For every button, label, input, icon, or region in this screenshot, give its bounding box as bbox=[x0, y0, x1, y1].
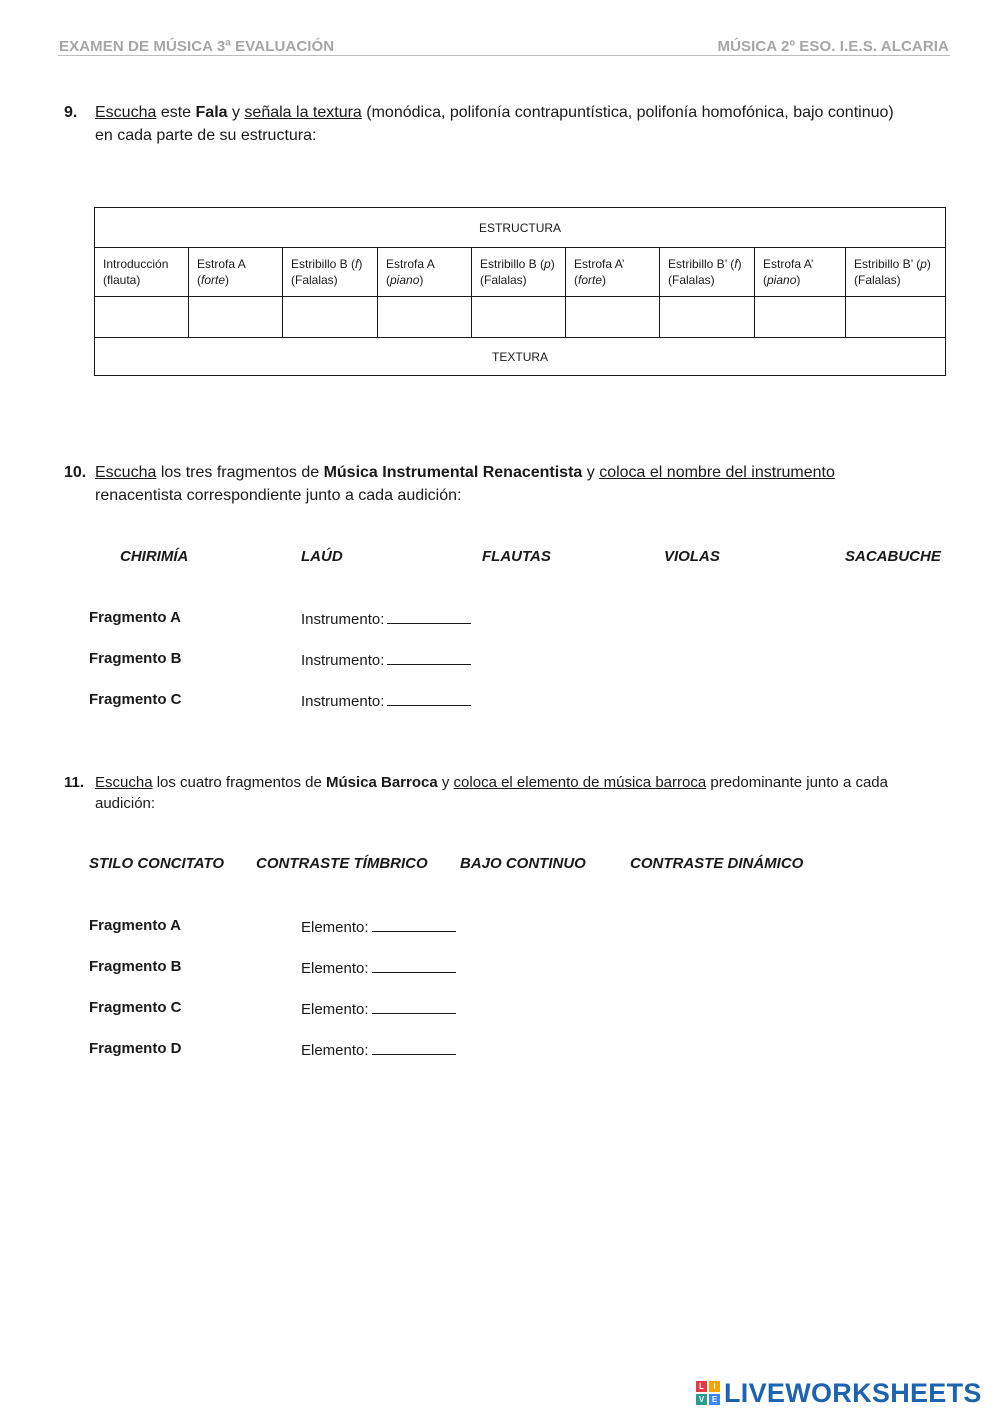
logo-tiles-icon bbox=[696, 1381, 720, 1405]
dynamic: f bbox=[355, 257, 359, 271]
table-header: ESTRUCTURA bbox=[95, 208, 946, 248]
answer-blank[interactable] bbox=[387, 609, 471, 624]
dynamic: forte bbox=[201, 273, 226, 287]
section-label: Estribillo B’ ( bbox=[854, 257, 921, 271]
fragment-label: Fragmento A bbox=[89, 917, 181, 934]
answer-blank[interactable] bbox=[372, 958, 456, 973]
structure-table bbox=[94, 207, 946, 376]
section-label: Estribillo B ( bbox=[480, 257, 545, 271]
element-answer bbox=[301, 917, 456, 936]
paren: ) bbox=[602, 273, 607, 287]
option-chirimia: CHIRIMÍA bbox=[120, 548, 189, 565]
option-flautas: FLAUTAS bbox=[482, 548, 551, 565]
section-label: Estrofa A’ bbox=[574, 257, 625, 271]
element-answer bbox=[301, 958, 456, 977]
dynamic: forte bbox=[578, 273, 603, 287]
fragment-label: Fragmento C bbox=[89, 999, 182, 1016]
instrument-answer bbox=[301, 691, 471, 710]
question-number: 10. bbox=[64, 464, 87, 481]
section-cell bbox=[378, 248, 472, 297]
q11-text: y bbox=[437, 774, 454, 791]
answer-blank[interactable] bbox=[387, 691, 471, 706]
instrument-answer bbox=[301, 609, 471, 628]
table-footer: TEXTURA bbox=[95, 338, 946, 376]
logo-text: LIVEWORKSHEETS bbox=[724, 1377, 982, 1408]
logo-tile: I bbox=[709, 1381, 720, 1392]
header-left: EXAMEN DE MÚSICA 3ª EVALUACIÓN bbox=[59, 38, 335, 55]
section-sublabel: (flauta) bbox=[103, 273, 141, 287]
option-stilo-concitato: STILO CONCITATO bbox=[89, 855, 224, 872]
section-label: Estribillo B ( bbox=[291, 257, 356, 271]
q11-text: predominante junto a cada bbox=[706, 774, 888, 791]
answer-blank[interactable] bbox=[387, 650, 471, 665]
fragment-label: Fragmento B bbox=[89, 958, 182, 975]
element-answer bbox=[301, 1040, 456, 1059]
answer-label: Elemento: bbox=[301, 960, 369, 977]
texture-answer-cell[interactable] bbox=[95, 297, 189, 338]
answer-label: Elemento: bbox=[301, 1042, 369, 1059]
q9-senala: señala la textura bbox=[244, 104, 362, 121]
option-bajo-continuo: BAJO CONTINUO bbox=[460, 855, 586, 872]
texture-answer-cell[interactable] bbox=[660, 297, 755, 338]
option-violas: VIOLAS bbox=[664, 548, 720, 565]
q10-bold: Música Instrumental Renacentista bbox=[323, 464, 583, 481]
answer-blank[interactable] bbox=[372, 917, 456, 932]
liveworksheets-logo bbox=[696, 1376, 982, 1410]
answer-label: Instrumento: bbox=[301, 611, 385, 628]
texture-answer-cell[interactable] bbox=[472, 297, 566, 338]
paren: ) bbox=[225, 273, 230, 287]
paren: ( bbox=[197, 273, 201, 287]
q9-text: (monódica, polifonía contrapuntística, polifonía homofónica, bajo continuo) bbox=[361, 104, 894, 121]
q10-text: y bbox=[582, 464, 600, 481]
q10-text: los tres fragmentos de bbox=[156, 464, 324, 481]
element-answer bbox=[301, 999, 456, 1018]
section-cell bbox=[189, 248, 283, 297]
dynamic: piano bbox=[767, 273, 797, 287]
option-laud: LAÚD bbox=[301, 548, 343, 565]
fragment-label: Fragmento B bbox=[89, 650, 182, 667]
option-sacabuche: SACABUCHE bbox=[845, 548, 941, 565]
answer-label: Instrumento: bbox=[301, 652, 385, 669]
q11-text-line2: audición: bbox=[95, 795, 156, 812]
option-contraste-timbrico: CONTRASTE TÍMBRICO bbox=[256, 855, 428, 872]
q9-text: y bbox=[227, 104, 245, 121]
section-sublabel: (Falalas) bbox=[854, 273, 901, 287]
answer-label: Elemento: bbox=[301, 1001, 369, 1018]
section-cell bbox=[95, 248, 189, 297]
paren: ) bbox=[926, 257, 931, 271]
q10-escucha: Escucha bbox=[95, 464, 157, 481]
fragment-label: Fragmento D bbox=[89, 1040, 182, 1057]
q11-bold: Música Barroca bbox=[325, 774, 438, 791]
section-label: Estrofa A’ bbox=[763, 257, 814, 271]
question-number: 11. bbox=[64, 774, 85, 791]
section-label: Introducción bbox=[103, 257, 169, 271]
paren: ( bbox=[574, 273, 578, 287]
texture-answer-cell[interactable] bbox=[283, 297, 378, 338]
section-label: Estrofa A bbox=[386, 257, 435, 271]
header-divider bbox=[58, 55, 950, 56]
q11-escucha: Escucha bbox=[95, 774, 153, 791]
instrument-answer bbox=[301, 650, 471, 669]
logo-tile: L bbox=[696, 1381, 707, 1392]
section-label: Estrofa A bbox=[197, 257, 246, 271]
answer-label: Instrumento: bbox=[301, 693, 385, 710]
question-11 bbox=[64, 772, 954, 814]
paren: ) bbox=[737, 257, 742, 271]
section-cell bbox=[846, 248, 946, 297]
answer-blank[interactable] bbox=[372, 1040, 456, 1055]
question-9 bbox=[64, 101, 954, 147]
answer-blank[interactable] bbox=[372, 999, 456, 1014]
q11-text: los cuatro fragmentos de bbox=[152, 774, 326, 791]
texture-answer-cell[interactable] bbox=[378, 297, 472, 338]
fragment-label: Fragmento A bbox=[89, 609, 181, 626]
q9-text-line2: en cada parte de su estructura: bbox=[95, 127, 317, 144]
section-cell bbox=[566, 248, 660, 297]
q9-fala: Fala bbox=[195, 104, 228, 121]
answer-label: Elemento: bbox=[301, 919, 369, 936]
header-right: MÚSICA 2º ESO. I.E.S. ALCARIA bbox=[717, 38, 949, 55]
paren: ) bbox=[419, 273, 424, 287]
section-cell bbox=[283, 248, 378, 297]
q11-coloca: coloca el elemento de música barroca bbox=[453, 774, 707, 791]
q9-text: este bbox=[156, 104, 196, 121]
dynamic: f bbox=[734, 257, 738, 271]
question-10 bbox=[64, 461, 954, 507]
section-label: Estribillo B’ ( bbox=[668, 257, 735, 271]
section-cell bbox=[472, 248, 566, 297]
section-cell bbox=[660, 248, 755, 297]
question-number: 9. bbox=[64, 104, 78, 121]
option-contraste-dinamico: CONTRASTE DINÁMICO bbox=[630, 855, 804, 872]
paren: ) bbox=[358, 257, 363, 271]
logo-tile: V bbox=[696, 1394, 707, 1405]
paren: ) bbox=[796, 273, 801, 287]
q9-escucha: Escucha bbox=[95, 104, 157, 121]
q10-coloca: coloca el nombre del instrumento bbox=[599, 464, 835, 481]
texture-answer-cell[interactable] bbox=[566, 297, 660, 338]
fragment-label: Fragmento C bbox=[89, 691, 182, 708]
texture-answer-cell[interactable] bbox=[755, 297, 846, 338]
section-row bbox=[95, 248, 946, 297]
q10-text-line2: renacentista correspondiente junto a cada audición: bbox=[95, 487, 462, 504]
paren: ( bbox=[386, 273, 390, 287]
texture-answer-cell[interactable] bbox=[189, 297, 283, 338]
dynamic: p bbox=[920, 257, 927, 271]
section-sublabel: (Falalas) bbox=[668, 273, 715, 287]
paren: ) bbox=[550, 257, 555, 271]
answer-row bbox=[95, 297, 946, 338]
dynamic: p bbox=[544, 257, 551, 271]
section-sublabel: (Falalas) bbox=[480, 273, 527, 287]
logo-tile: E bbox=[709, 1394, 720, 1405]
texture-answer-cell[interactable] bbox=[846, 297, 946, 338]
dynamic: piano bbox=[390, 273, 420, 287]
section-cell bbox=[755, 248, 846, 297]
section-sublabel: (Falalas) bbox=[291, 273, 338, 287]
paren: ( bbox=[763, 273, 767, 287]
